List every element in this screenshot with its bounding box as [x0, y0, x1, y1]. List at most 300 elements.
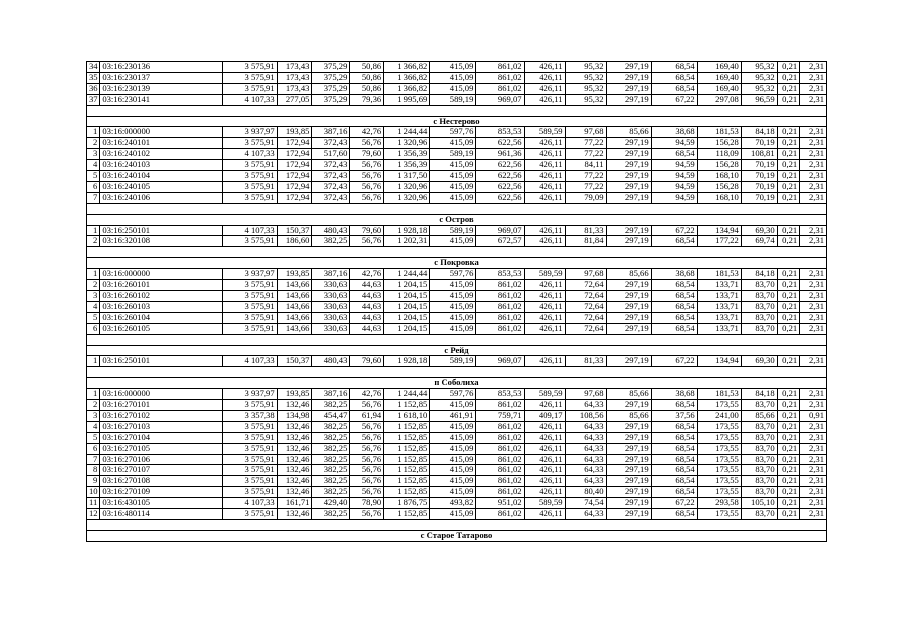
value-cell: 589,59 — [524, 389, 565, 400]
value-cell: 241,00 — [697, 410, 741, 421]
value-cell: 3 937,97 — [223, 389, 277, 400]
value-cell: 193,85 — [277, 127, 312, 138]
value-cell: 68,54 — [651, 236, 697, 247]
value-cell: 297,19 — [606, 94, 651, 105]
value-cell: 372,43 — [312, 192, 350, 203]
value-cell: 172,94 — [277, 149, 312, 160]
table-row — [87, 421, 827, 432]
section-title: с Старое Татарово — [87, 530, 827, 541]
value-cell: 132,46 — [277, 465, 312, 476]
value-cell: 56,76 — [350, 432, 384, 443]
value-cell: 83,70 — [741, 509, 777, 520]
value-cell: 853,53 — [476, 127, 524, 138]
value-cell: 951,02 — [476, 498, 524, 509]
value-cell: 426,11 — [524, 160, 565, 171]
value-cell: 382,25 — [312, 476, 350, 487]
value-cell: 72,64 — [565, 312, 606, 323]
value-cell: 330,63 — [312, 312, 350, 323]
value-cell: 2,31 — [800, 160, 827, 171]
spacer-row — [87, 247, 827, 258]
value-cell: 77,22 — [565, 171, 606, 182]
cadastral-code-cell: 03:16:320108 — [100, 236, 223, 247]
value-cell: 2,31 — [800, 94, 827, 105]
value-cell: 0,21 — [777, 181, 800, 192]
value-cell: 83,70 — [741, 487, 777, 498]
value-cell: 2,31 — [800, 301, 827, 312]
value-cell: 132,46 — [277, 509, 312, 520]
cadastral-code-cell: 03:16:240102 — [100, 149, 223, 160]
value-cell: 0,21 — [777, 312, 800, 323]
value-cell: 2,31 — [800, 127, 827, 138]
value-cell: 3 937,97 — [223, 127, 277, 138]
table-row — [87, 498, 827, 509]
value-cell: 382,25 — [312, 432, 350, 443]
value-cell: 72,64 — [565, 301, 606, 312]
value-cell: 56,76 — [350, 138, 384, 149]
value-cell: 2,31 — [800, 421, 827, 432]
row-number-cell: 3 — [87, 149, 100, 160]
value-cell: 372,43 — [312, 181, 350, 192]
row-number-cell: 2 — [87, 280, 100, 291]
table-row — [87, 127, 827, 138]
value-cell: 2,31 — [800, 290, 827, 301]
row-number-cell: 3 — [87, 290, 100, 301]
value-cell: 415,09 — [430, 454, 476, 465]
value-cell: 172,94 — [277, 160, 312, 171]
table-row — [87, 323, 827, 334]
value-cell: 622,56 — [476, 181, 524, 192]
value-cell: 173,43 — [277, 83, 312, 94]
value-cell: 79,60 — [350, 356, 384, 367]
value-cell: 4 107,33 — [223, 94, 277, 105]
value-cell: 94,59 — [651, 181, 697, 192]
value-cell: 2,31 — [800, 443, 827, 454]
cadastral-code-cell: 03:16:230136 — [100, 62, 223, 73]
value-cell: 2,31 — [800, 236, 827, 247]
value-cell: 589,59 — [524, 269, 565, 280]
value-cell: 382,25 — [312, 236, 350, 247]
value-cell: 0,21 — [777, 509, 800, 520]
value-cell: 0,21 — [777, 236, 800, 247]
value-cell: 68,54 — [651, 454, 697, 465]
value-cell: 3 575,91 — [223, 465, 277, 476]
value-cell: 330,63 — [312, 290, 350, 301]
value-cell: 375,29 — [312, 94, 350, 105]
value-cell: 79,60 — [350, 149, 384, 160]
value-cell: 597,76 — [430, 127, 476, 138]
value-cell: 297,19 — [606, 160, 651, 171]
value-cell: 134,94 — [697, 356, 741, 367]
value-cell: 3 575,91 — [223, 432, 277, 443]
value-cell: 0,21 — [777, 356, 800, 367]
value-cell: 517,60 — [312, 149, 350, 160]
table-row — [87, 290, 827, 301]
value-cell: 77,22 — [565, 181, 606, 192]
value-cell: 68,54 — [651, 400, 697, 411]
value-cell: 132,46 — [277, 400, 312, 411]
value-cell: 330,63 — [312, 323, 350, 334]
value-cell: 0,21 — [777, 72, 800, 83]
value-cell: 173,55 — [697, 476, 741, 487]
section-title: с Покровка — [87, 258, 827, 269]
value-cell: 133,71 — [697, 280, 741, 291]
value-cell: 672,57 — [476, 236, 524, 247]
value-cell: 0,21 — [777, 443, 800, 454]
value-cell: 1 244,44 — [384, 127, 430, 138]
value-cell: 0,21 — [777, 389, 800, 400]
value-cell: 861,02 — [476, 454, 524, 465]
value-cell: 132,46 — [277, 487, 312, 498]
value-cell: 415,09 — [430, 301, 476, 312]
value-cell: 0,21 — [777, 138, 800, 149]
value-cell: 3 575,91 — [223, 160, 277, 171]
value-cell: 415,09 — [430, 509, 476, 520]
value-cell: 168,10 — [697, 171, 741, 182]
value-cell: 85,66 — [606, 410, 651, 421]
value-cell: 426,11 — [524, 400, 565, 411]
table-row — [87, 160, 827, 171]
value-cell: 415,09 — [430, 236, 476, 247]
value-cell: 387,16 — [312, 389, 350, 400]
value-cell: 426,11 — [524, 192, 565, 203]
value-cell: 132,46 — [277, 476, 312, 487]
value-cell: 69,74 — [741, 236, 777, 247]
spacer-row — [87, 105, 827, 116]
value-cell: 56,76 — [350, 400, 384, 411]
value-cell: 173,55 — [697, 454, 741, 465]
value-cell: 426,11 — [524, 280, 565, 291]
value-cell: 177,22 — [697, 236, 741, 247]
value-cell: 105,10 — [741, 498, 777, 509]
value-cell: 94,59 — [651, 138, 697, 149]
value-cell: 172,94 — [277, 171, 312, 182]
value-cell: 72,64 — [565, 290, 606, 301]
value-cell: 3 575,91 — [223, 421, 277, 432]
value-cell: 95,32 — [741, 83, 777, 94]
value-cell: 44,63 — [350, 323, 384, 334]
value-cell: 426,11 — [524, 509, 565, 520]
value-cell: 415,09 — [430, 312, 476, 323]
value-cell: 589,59 — [524, 498, 565, 509]
value-cell: 622,56 — [476, 160, 524, 171]
value-cell: 375,29 — [312, 72, 350, 83]
value-cell: 2,31 — [800, 269, 827, 280]
value-cell: 426,11 — [524, 476, 565, 487]
value-cell: 597,76 — [430, 389, 476, 400]
row-number-cell: 1 — [87, 389, 100, 400]
value-cell: 83,70 — [741, 301, 777, 312]
value-cell: 1 152,85 — [384, 432, 430, 443]
value-cell: 133,71 — [697, 323, 741, 334]
value-cell: 297,19 — [606, 323, 651, 334]
value-cell: 68,54 — [651, 509, 697, 520]
value-cell: 1 152,85 — [384, 421, 430, 432]
value-cell: 81,33 — [565, 356, 606, 367]
table-row — [87, 476, 827, 487]
value-cell: 133,71 — [697, 312, 741, 323]
table-row — [87, 280, 827, 291]
value-cell: 1 202,31 — [384, 236, 430, 247]
tariff-sheet — [86, 61, 827, 542]
value-cell: 67,22 — [651, 498, 697, 509]
value-cell: 64,33 — [565, 476, 606, 487]
row-number-cell: 35 — [87, 72, 100, 83]
value-cell: 415,09 — [430, 290, 476, 301]
tariff-table — [86, 61, 827, 542]
value-cell: 375,29 — [312, 83, 350, 94]
value-cell: 193,85 — [277, 389, 312, 400]
value-cell: 589,19 — [430, 149, 476, 160]
cadastral-code-cell: 03:16:270103 — [100, 421, 223, 432]
value-cell: 38,68 — [651, 127, 697, 138]
cadastral-code-cell: 03:16:270102 — [100, 410, 223, 421]
value-cell: 83,70 — [741, 454, 777, 465]
value-cell: 72,64 — [565, 323, 606, 334]
value-cell: 42,76 — [350, 269, 384, 280]
value-cell: 297,19 — [606, 62, 651, 73]
section-title: с Остров — [87, 214, 827, 225]
value-cell: 95,32 — [565, 83, 606, 94]
value-cell: 861,02 — [476, 312, 524, 323]
table-row — [87, 138, 827, 149]
value-cell: 56,76 — [350, 487, 384, 498]
value-cell: 3 575,91 — [223, 280, 277, 291]
table-row — [87, 236, 827, 247]
value-cell: 961,36 — [476, 149, 524, 160]
value-cell: 56,76 — [350, 421, 384, 432]
value-cell: 70,19 — [741, 181, 777, 192]
value-cell: 74,54 — [565, 498, 606, 509]
value-cell: 409,17 — [524, 410, 565, 421]
value-cell: 64,33 — [565, 400, 606, 411]
value-cell: 969,07 — [476, 94, 524, 105]
value-cell: 861,02 — [476, 443, 524, 454]
value-cell: 173,55 — [697, 509, 741, 520]
row-number-cell: 1 — [87, 225, 100, 236]
value-cell: 68,54 — [651, 465, 697, 476]
value-cell: 1 618,10 — [384, 410, 430, 421]
cadastral-code-cell: 03:16:240104 — [100, 171, 223, 182]
cadastral-code-cell: 03:16:240105 — [100, 181, 223, 192]
value-cell: 4 107,33 — [223, 225, 277, 236]
value-cell: 56,76 — [350, 171, 384, 182]
cadastral-code-cell: 03:16:480114 — [100, 509, 223, 520]
row-number-cell: 2 — [87, 138, 100, 149]
value-cell: 426,11 — [524, 72, 565, 83]
value-cell: 297,19 — [606, 138, 651, 149]
value-cell: 3 575,91 — [223, 290, 277, 301]
value-cell: 297,19 — [606, 487, 651, 498]
value-cell: 134,94 — [697, 225, 741, 236]
value-cell: 0,21 — [777, 290, 800, 301]
section-header-row — [87, 116, 827, 127]
value-cell: 0,21 — [777, 160, 800, 171]
value-cell: 161,71 — [277, 498, 312, 509]
table-row — [87, 509, 827, 520]
row-number-cell: 6 — [87, 443, 100, 454]
value-cell: 415,09 — [430, 138, 476, 149]
value-cell: 1 152,85 — [384, 487, 430, 498]
value-cell: 382,25 — [312, 400, 350, 411]
value-cell: 415,09 — [430, 171, 476, 182]
value-cell: 44,63 — [350, 290, 384, 301]
value-cell: 56,76 — [350, 454, 384, 465]
value-cell: 97,68 — [565, 127, 606, 138]
value-cell: 156,28 — [697, 181, 741, 192]
value-cell: 95,32 — [565, 72, 606, 83]
value-cell: 861,02 — [476, 509, 524, 520]
row-number-cell: 1 — [87, 356, 100, 367]
value-cell: 132,46 — [277, 454, 312, 465]
value-cell: 493,82 — [430, 498, 476, 509]
value-cell: 415,09 — [430, 62, 476, 73]
cadastral-code-cell: 03:16:230137 — [100, 72, 223, 83]
value-cell: 4 107,33 — [223, 498, 277, 509]
value-cell: 0,21 — [777, 465, 800, 476]
table-row — [87, 171, 827, 182]
value-cell: 415,09 — [430, 83, 476, 94]
value-cell: 861,02 — [476, 280, 524, 291]
value-cell: 69,30 — [741, 356, 777, 367]
row-number-cell: 9 — [87, 476, 100, 487]
table-row — [87, 356, 827, 367]
row-number-cell: 7 — [87, 192, 100, 203]
value-cell: 2,31 — [800, 138, 827, 149]
table-row — [87, 301, 827, 312]
value-cell: 97,68 — [565, 389, 606, 400]
row-number-cell: 5 — [87, 312, 100, 323]
value-cell: 108,56 — [565, 410, 606, 421]
row-number-cell: 4 — [87, 301, 100, 312]
row-number-cell: 8 — [87, 465, 100, 476]
value-cell: 83,70 — [741, 290, 777, 301]
value-cell: 861,02 — [476, 301, 524, 312]
value-cell: 853,53 — [476, 389, 524, 400]
value-cell: 0,21 — [777, 301, 800, 312]
value-cell: 426,11 — [524, 301, 565, 312]
value-cell: 1 320,96 — [384, 192, 430, 203]
cadastral-code-cell: 03:16:230141 — [100, 94, 223, 105]
value-cell: 172,94 — [277, 181, 312, 192]
value-cell: 2,31 — [800, 465, 827, 476]
value-cell: 415,09 — [430, 72, 476, 83]
value-cell: 861,02 — [476, 487, 524, 498]
value-cell: 589,59 — [524, 127, 565, 138]
value-cell: 415,09 — [430, 323, 476, 334]
value-cell: 85,66 — [606, 127, 651, 138]
value-cell: 70,19 — [741, 160, 777, 171]
value-cell: 68,54 — [651, 421, 697, 432]
value-cell: 68,54 — [651, 149, 697, 160]
value-cell: 1 366,82 — [384, 83, 430, 94]
value-cell: 382,25 — [312, 454, 350, 465]
value-cell: 277,05 — [277, 94, 312, 105]
row-number-cell: 5 — [87, 432, 100, 443]
value-cell: 1 928,18 — [384, 356, 430, 367]
value-cell: 589,19 — [430, 94, 476, 105]
value-cell: 181,53 — [697, 127, 741, 138]
row-number-cell: 1 — [87, 269, 100, 280]
value-cell: 56,76 — [350, 476, 384, 487]
value-cell: 0,21 — [777, 323, 800, 334]
cadastral-code-cell: 03:16:000000 — [100, 127, 223, 138]
value-cell: 0,21 — [777, 410, 800, 421]
spacer-cell — [87, 519, 827, 530]
value-cell: 415,09 — [430, 421, 476, 432]
value-cell: 83,70 — [741, 280, 777, 291]
value-cell: 372,43 — [312, 160, 350, 171]
value-cell: 56,76 — [350, 160, 384, 171]
value-cell: 81,33 — [565, 225, 606, 236]
value-cell: 622,56 — [476, 192, 524, 203]
value-cell: 1 152,85 — [384, 476, 430, 487]
value-cell: 96,59 — [741, 94, 777, 105]
section-header-row — [87, 530, 827, 541]
value-cell: 44,63 — [350, 280, 384, 291]
value-cell: 68,54 — [651, 323, 697, 334]
value-cell: 1 244,44 — [384, 269, 430, 280]
value-cell: 1 204,15 — [384, 290, 430, 301]
value-cell: 156,28 — [697, 138, 741, 149]
value-cell: 193,85 — [277, 269, 312, 280]
value-cell: 68,54 — [651, 290, 697, 301]
value-cell: 426,11 — [524, 171, 565, 182]
value-cell: 0,21 — [777, 62, 800, 73]
value-cell: 95,32 — [565, 62, 606, 73]
value-cell: 64,33 — [565, 443, 606, 454]
value-cell: 480,43 — [312, 225, 350, 236]
value-cell: 0,21 — [777, 498, 800, 509]
value-cell: 68,54 — [651, 312, 697, 323]
value-cell: 297,19 — [606, 236, 651, 247]
value-cell: 83,70 — [741, 312, 777, 323]
value-cell: 480,43 — [312, 356, 350, 367]
value-cell: 2,31 — [800, 312, 827, 323]
value-cell: 95,32 — [565, 94, 606, 105]
value-cell: 150,37 — [277, 225, 312, 236]
value-cell: 1 366,82 — [384, 72, 430, 83]
row-number-cell: 6 — [87, 323, 100, 334]
value-cell: 72,64 — [565, 280, 606, 291]
value-cell: 297,08 — [697, 94, 741, 105]
value-cell: 1 244,44 — [384, 389, 430, 400]
table-row — [87, 400, 827, 411]
value-cell: 44,63 — [350, 312, 384, 323]
value-cell: 68,54 — [651, 443, 697, 454]
value-cell: 68,54 — [651, 432, 697, 443]
value-cell: 297,19 — [606, 290, 651, 301]
value-cell: 622,56 — [476, 171, 524, 182]
value-cell: 3 575,91 — [223, 323, 277, 334]
cadastral-code-cell: 03:16:260101 — [100, 280, 223, 291]
value-cell: 0,21 — [777, 400, 800, 411]
row-number-cell: 37 — [87, 94, 100, 105]
value-cell: 0,21 — [777, 476, 800, 487]
table-row — [87, 432, 827, 443]
value-cell: 64,33 — [565, 454, 606, 465]
value-cell: 168,10 — [697, 192, 741, 203]
value-cell: 173,55 — [697, 443, 741, 454]
value-cell: 861,02 — [476, 323, 524, 334]
value-cell: 84,18 — [741, 127, 777, 138]
value-cell: 173,55 — [697, 465, 741, 476]
value-cell: 1 204,15 — [384, 301, 430, 312]
value-cell: 853,53 — [476, 269, 524, 280]
value-cell: 0,21 — [777, 192, 800, 203]
value-cell: 42,76 — [350, 127, 384, 138]
row-number-cell: 1 — [87, 127, 100, 138]
spacer-row — [87, 519, 827, 530]
